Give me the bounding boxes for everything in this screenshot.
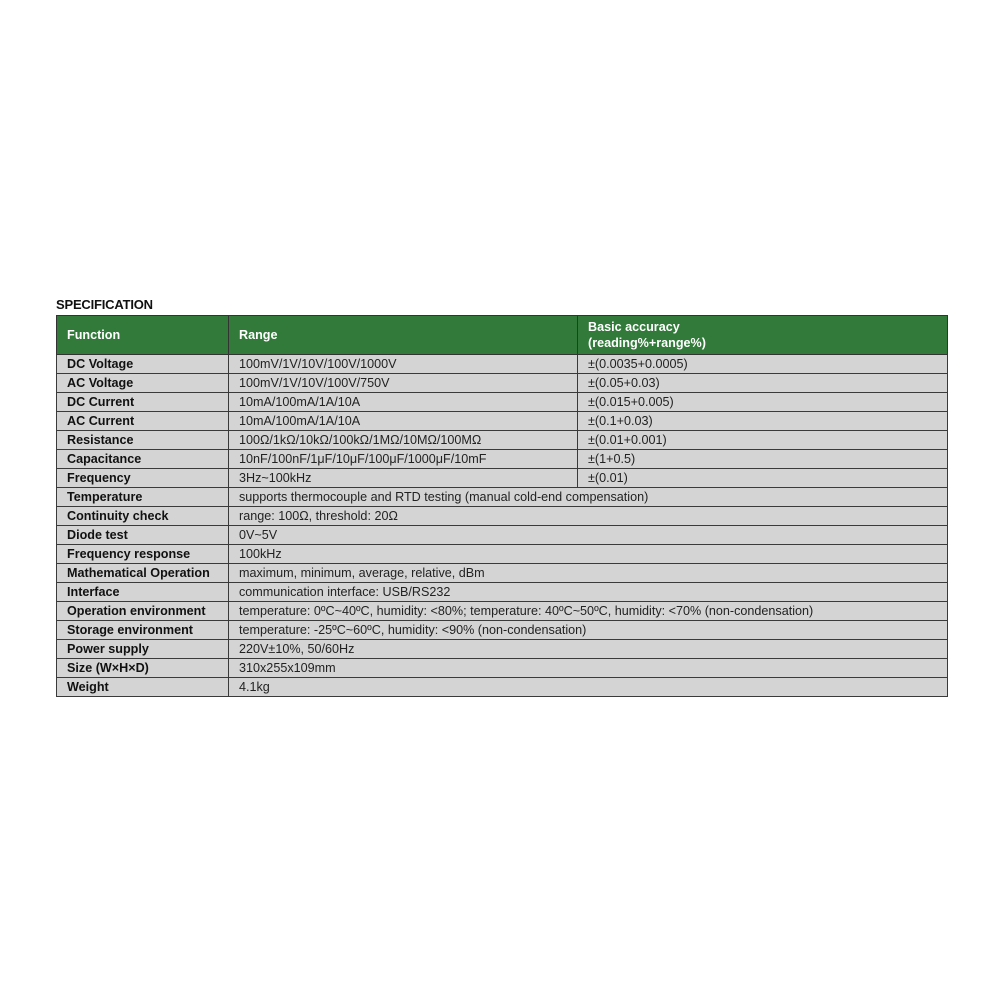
- row-function: DC Current: [57, 393, 229, 412]
- table-row: [57, 526, 948, 545]
- table-header-row: [57, 316, 948, 355]
- row-function: DC Voltage: [57, 355, 229, 374]
- row-range: 10mA/100mA/1A/10A: [229, 393, 578, 412]
- table-row: [57, 374, 948, 393]
- header-range: Range: [229, 316, 578, 355]
- row-function: Temperature: [57, 488, 229, 507]
- row-function: Frequency response: [57, 545, 229, 564]
- table-row: [57, 602, 948, 621]
- row-accuracy: ±(0.01+0.001): [578, 431, 948, 450]
- table-row: [57, 469, 948, 488]
- row-value: 310x255x109mm: [229, 659, 948, 678]
- row-function: AC Current: [57, 412, 229, 431]
- table-row: [57, 355, 948, 374]
- row-range: 10mA/100mA/1A/10A: [229, 412, 578, 431]
- row-accuracy: ±(0.0035+0.0005): [578, 355, 948, 374]
- header-function: Function: [57, 316, 229, 355]
- row-accuracy: ±(1+0.5): [578, 450, 948, 469]
- header-accuracy: [578, 316, 948, 355]
- row-accuracy: ±(0.01): [578, 469, 948, 488]
- table-row: [57, 412, 948, 431]
- row-accuracy: ±(0.05+0.03): [578, 374, 948, 393]
- row-range: 3Hz~100kHz: [229, 469, 578, 488]
- row-function: Diode test: [57, 526, 229, 545]
- row-function: Operation environment: [57, 602, 229, 621]
- row-accuracy: ±(0.1+0.03): [578, 412, 948, 431]
- row-accuracy: ±(0.015+0.005): [578, 393, 948, 412]
- table-row: [57, 678, 948, 697]
- row-function: Weight: [57, 678, 229, 697]
- row-function: Storage environment: [57, 621, 229, 640]
- row-function: Mathematical Operation: [57, 564, 229, 583]
- row-value: temperature: -25ºC~60ºC, humidity: <90% (non-condensation): [229, 621, 948, 640]
- specification-table: [56, 315, 948, 697]
- spec-title: SPECIFICATION: [56, 297, 153, 312]
- table-row: [57, 393, 948, 412]
- row-value: communication interface: USB/RS232: [229, 583, 948, 602]
- row-value: 100kHz: [229, 545, 948, 564]
- row-range: 100mV/1V/10V/100V/750V: [229, 374, 578, 393]
- row-value: maximum, minimum, average, relative, dBm: [229, 564, 948, 583]
- table-row: [57, 564, 948, 583]
- row-function: Interface: [57, 583, 229, 602]
- row-range: 100Ω/1kΩ/10kΩ/100kΩ/1MΩ/10MΩ/100MΩ: [229, 431, 578, 450]
- row-value: 0V~5V: [229, 526, 948, 545]
- row-function: Capacitance: [57, 450, 229, 469]
- row-value: 220V±10%, 50/60Hz: [229, 640, 948, 659]
- row-value: 4.1kg: [229, 678, 948, 697]
- row-range: 100mV/1V/10V/100V/1000V: [229, 355, 578, 374]
- row-range: 10nF/100nF/1μF/10μF/100μF/1000μF/10mF: [229, 450, 578, 469]
- row-function: Resistance: [57, 431, 229, 450]
- table-row: [57, 640, 948, 659]
- table-row: [57, 545, 948, 564]
- row-function: Frequency: [57, 469, 229, 488]
- row-value: supports thermocouple and RTD testing (manual cold-end compensation): [229, 488, 948, 507]
- table-row: [57, 488, 948, 507]
- table-row: [57, 507, 948, 526]
- table-row: [57, 431, 948, 450]
- table-row: [57, 583, 948, 602]
- row-value: range: 100Ω, threshold: 20Ω: [229, 507, 948, 526]
- table-row: [57, 621, 948, 640]
- header-accuracy-line1: Basic accuracy: [588, 320, 680, 334]
- table-row: [57, 659, 948, 678]
- row-function: AC Voltage: [57, 374, 229, 393]
- row-function: Power supply: [57, 640, 229, 659]
- table-row: [57, 450, 948, 469]
- header-accuracy-line2: (reading%+range%): [588, 336, 706, 350]
- row-function: Continuity check: [57, 507, 229, 526]
- row-value: temperature: 0ºC~40ºC, humidity: <80%; temperature: 40ºC~50ºC, humidity: <70% (non-condensation): [229, 602, 948, 621]
- row-function: Size (W×H×D): [57, 659, 229, 678]
